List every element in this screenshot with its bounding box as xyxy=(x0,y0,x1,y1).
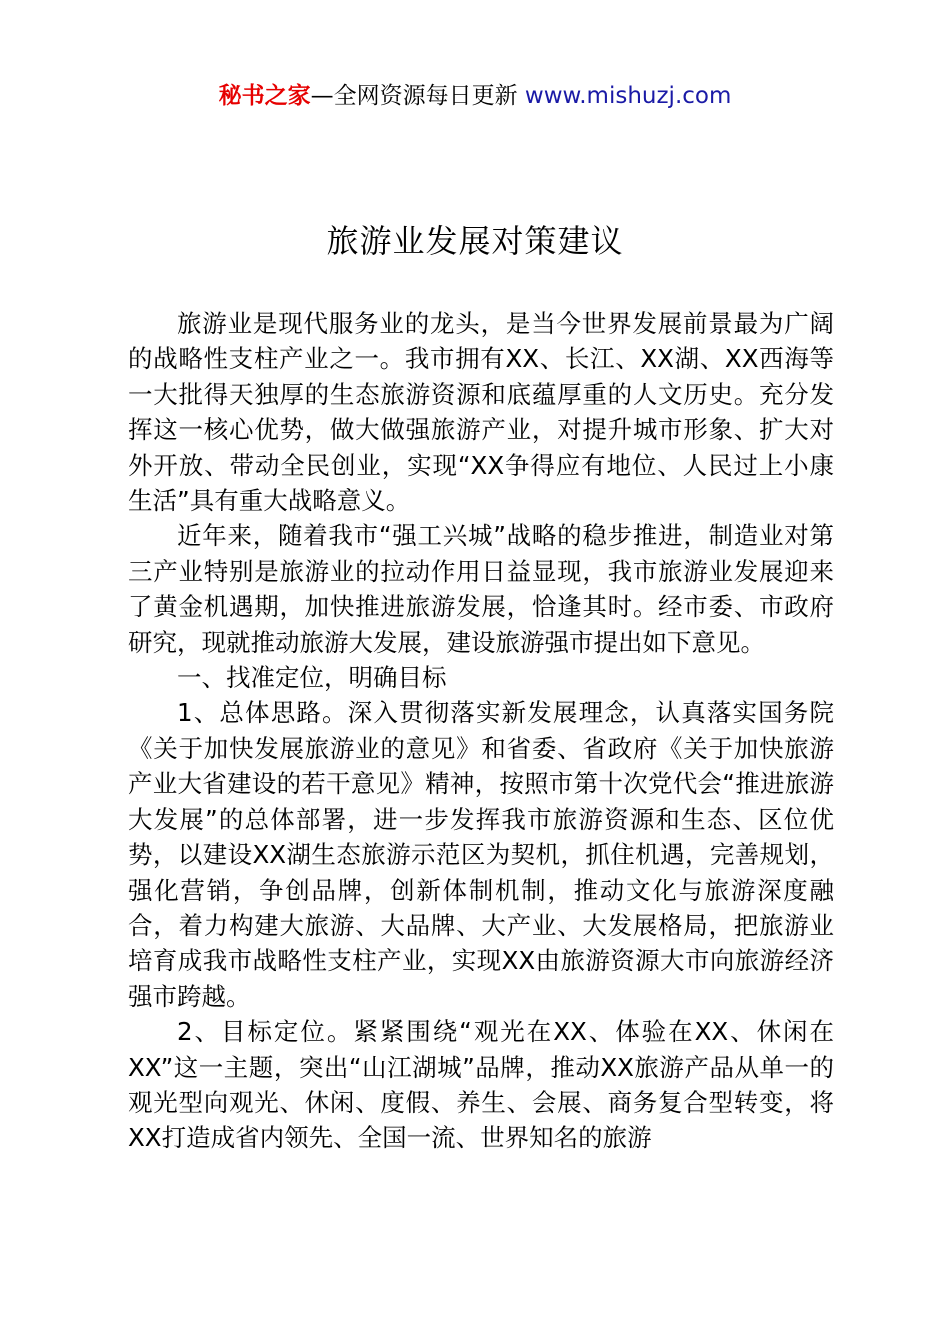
site-brand: 秘书之家 xyxy=(218,83,311,109)
paragraph-target-positioning: 2、目标定位。紧紧围绕“观光在XX、体验在XX、休闲在XX”这一主题，突出“山江湖城”品牌，推动XX旅游产品从单一的观光型向观光、休闲、度假、养生、会展、商务复合型转变，将XX打造成省内领先、全国一流、世界知名的旅游 xyxy=(128,1017,834,1153)
section-heading-1: 一、找准定位，明确目标 xyxy=(177,663,447,693)
paragraph-background: 近年来，随着我市“强工兴城”战略的稳步推进，制造业对第三产业特别是旅游业的拉动作用日益显现，我市旅游业发展迎来了黄金机遇期，加快推进旅游发展，恰逢其时。经市委、市政府研究，现就推动旅游大发展，建设旅游强市提出如下意见。 xyxy=(128,521,834,657)
document-body xyxy=(128,306,834,1156)
site-url-link[interactable]: www.mishuzj.com xyxy=(524,83,732,109)
site-header xyxy=(0,78,950,114)
paragraph-intro: 旅游业是现代服务业的龙头，是当今世界发展前景最为广阔的战略性支柱产业之一。我市拥有XX、长江、XX湖、XX西海等一大批得天独厚的生态旅游资源和底蕴厚重的人文历史。充分发挥这一核心优势，做大做强旅游产业，对提升城市形象、扩大对外开放、带动全民创业，实现“XX争得应有地位、人民过上小康生活”具有重大战略意义。 xyxy=(128,309,834,516)
paragraph-overall-approach: 1、总体思路。深入贯彻落实新发展理念，认真落实国务院《关于加快发展旅游业的意见》和省委、省政府《关于加快旅游产业大省建设的若干意见》精神，按照市第十次党代会“推进旅游大发展”的总体部署，进一步发挥我市旅游资源和生态、区位优势，以建设XX湖生态旅游示范区为契机，抓住机遇，完善规划，强化营销，争创品牌，创新体制机制，推动文化与旅游深度融合，着力构建大旅游、大品牌、大产业、大发展格局，把旅游业培育成我市战略性支柱产业，实现XX由旅游资源大市向旅游经济强市跨越。 xyxy=(128,698,834,1011)
document-title: 旅游业发展对策建议 xyxy=(326,222,624,260)
site-tagline: —全网资源每日更新 xyxy=(310,83,525,109)
